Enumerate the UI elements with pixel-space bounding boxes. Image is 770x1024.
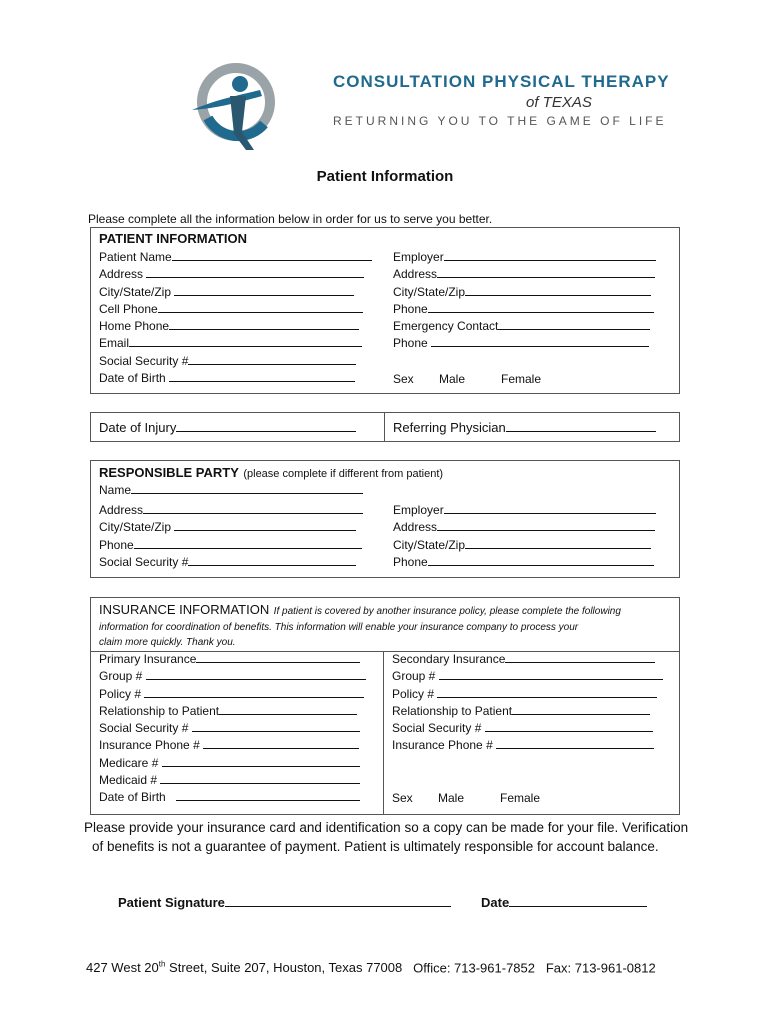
logo (190, 60, 280, 152)
field-address[interactable]: Address (99, 266, 372, 283)
field-secondary-policy[interactable]: Policy # (392, 686, 663, 703)
field-employer-phone[interactable]: Phone (393, 301, 656, 318)
field-responsible-ssn[interactable]: Social Security # (99, 554, 363, 571)
field-patient-name[interactable]: Patient Name (99, 249, 372, 266)
field-responsible-city-state-zip[interactable]: City/State/Zip (99, 519, 363, 536)
signature-date-field[interactable]: Date (481, 894, 647, 911)
footer-fax: Fax: 713-961-0812 (545, 960, 656, 976)
field-responsible-employer-address[interactable]: Address (393, 519, 656, 536)
insurance-note-line1: If patient is covered by another insurance policy, please complete the following (273, 606, 621, 617)
field-employer[interactable]: Employer (393, 249, 656, 266)
sex-female-option[interactable]: Female (500, 790, 541, 805)
section-heading: PATIENT INFORMATION (99, 231, 248, 246)
insurance-note-line2: information for coordination of benefits. This information will enable your insurance company to process your (99, 621, 579, 633)
field-secondary-relationship[interactable]: Relationship to Patient (392, 703, 663, 720)
field-medicare[interactable]: Medicare # (99, 755, 366, 772)
field-primary-ssn[interactable]: Social Security # (99, 720, 366, 737)
field-employer-city-state-zip[interactable]: City/State/Zip (393, 284, 656, 301)
insurance-note-line3: claim more quickly. Thank you. (99, 637, 236, 648)
brand-name: CONSULTATION PHYSICAL THERAPY (333, 72, 670, 91)
sex-male-option[interactable]: Male (438, 790, 465, 805)
patient-signature-field[interactable]: Patient Signature (118, 894, 451, 911)
page-title: Patient Information (316, 168, 454, 185)
brand-tagline: RETURNING YOU TO THE GAME OF LIFE (333, 114, 667, 128)
field-date-of-birth[interactable]: Date of Birth (99, 370, 372, 387)
field-primary-insurance-phone[interactable]: Insurance Phone # (99, 737, 366, 754)
footer-address: 427 West 20th Street, Suite 207, Houston, Texas 77008 (86, 960, 403, 976)
section-note: (please complete if different from patient) (243, 468, 444, 480)
sex-male-option[interactable]: Male (439, 371, 466, 386)
field-secondary-insurance[interactable]: Secondary Insurance (392, 651, 663, 668)
field-city-state-zip[interactable]: City/State/Zip (99, 284, 372, 301)
field-referring-physician[interactable]: Referring Physician (393, 419, 656, 436)
field-insured-date-of-birth[interactable]: Date of Birth (99, 789, 366, 806)
field-emergency-contact[interactable]: Emergency Contact (393, 318, 656, 335)
insured-sex-options[interactable] (392, 790, 663, 807)
field-primary-insurance[interactable]: Primary Insurance (99, 651, 366, 668)
field-secondary-ssn[interactable]: Social Security # (392, 720, 663, 737)
patient-information-section (90, 227, 680, 394)
field-cell-phone[interactable]: Cell Phone (99, 301, 372, 318)
sex-label: Sex (393, 371, 414, 386)
field-secondary-insurance-phone[interactable]: Insurance Phone # (392, 737, 663, 754)
responsible-party-section (90, 460, 680, 578)
footer-office-phone: Office: 713-961-7852 (413, 960, 535, 976)
field-responsible-employer[interactable]: Employer (393, 502, 656, 519)
field-employer-address[interactable]: Address (393, 266, 656, 283)
field-home-phone[interactable]: Home Phone (99, 318, 372, 335)
sex-female-option[interactable]: Female (501, 371, 542, 386)
field-social-security[interactable]: Social Security # (99, 353, 372, 370)
field-primary-relationship[interactable]: Relationship to Patient (99, 703, 366, 720)
field-emergency-phone[interactable]: Phone (393, 335, 656, 352)
brand-subtitle: of TEXAS (526, 94, 592, 111)
field-responsible-employer-phone[interactable]: Phone (393, 554, 656, 571)
field-medicaid[interactable]: Medicaid # (99, 772, 366, 789)
injury-section (90, 412, 680, 442)
field-responsible-phone[interactable]: Phone (99, 537, 363, 554)
notice-line2: of benefits is not a guarantee of payment. Patient is ultimately responsible for account balance. (92, 839, 659, 854)
section-heading: RESPONSIBLE PARTY (99, 465, 239, 480)
field-primary-group[interactable]: Group # (99, 668, 366, 685)
field-responsible-name[interactable]: Name (99, 482, 363, 499)
insurance-information-section (90, 597, 680, 815)
payment-notice (84, 818, 688, 856)
field-primary-policy[interactable]: Policy # (99, 686, 366, 703)
field-email[interactable]: Email (99, 335, 372, 352)
section-heading: INSURANCE INFORMATION (99, 602, 270, 617)
footer (86, 960, 656, 975)
field-secondary-group[interactable]: Group # (392, 668, 663, 685)
notice-line1: Please provide your insurance card and identification so a copy can be made for your file. Verification (84, 820, 689, 835)
field-date-of-injury[interactable]: Date of Injury (99, 419, 356, 436)
logo-mark-icon (190, 60, 280, 152)
intro-text: Please complete all the information below in order for us to serve you better. (88, 212, 493, 226)
sex-options[interactable] (393, 371, 656, 388)
field-responsible-address[interactable]: Address (99, 502, 363, 519)
field-responsible-employer-city-state-zip[interactable]: City/State/Zip (393, 537, 656, 554)
sex-label: Sex (392, 790, 413, 805)
